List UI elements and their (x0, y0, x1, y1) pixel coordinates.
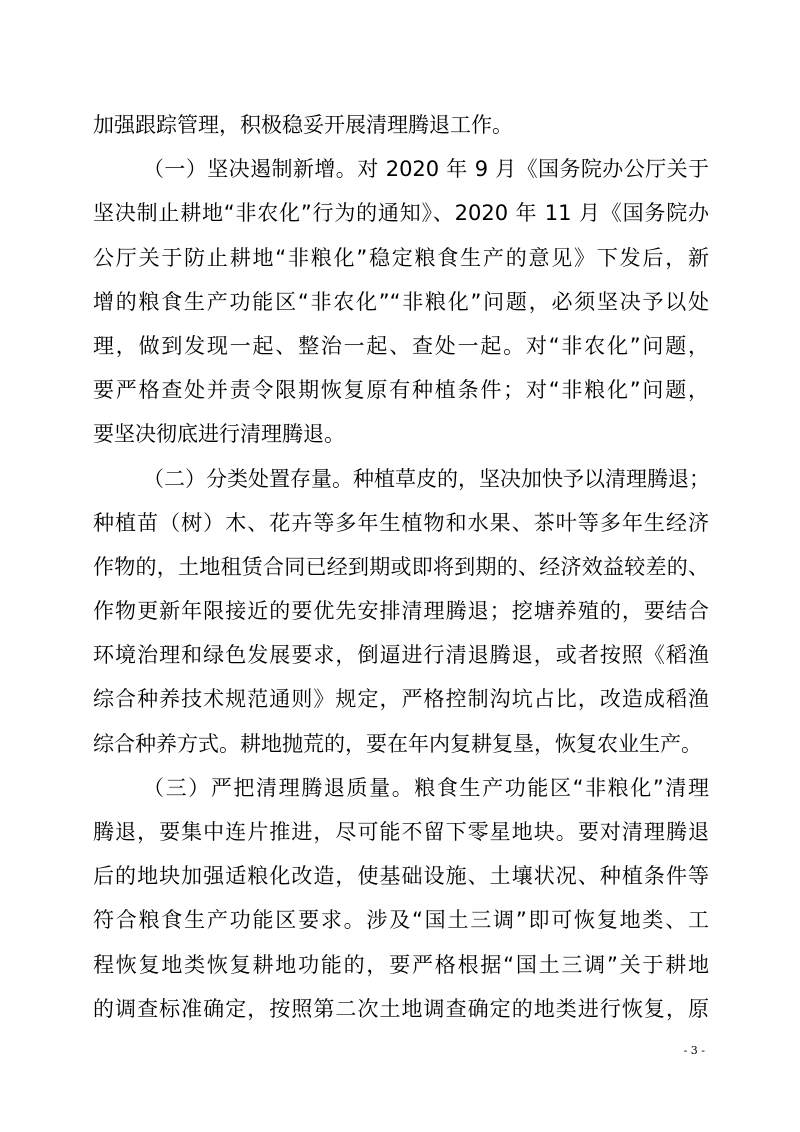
section-2-heading-line: （二）分类处置存量。种植草皮的，坚决加快予以清理腾退； (143, 466, 710, 491)
text-line: 综合种养方式。耕地抛荒的，要在年内复耕复垦，恢复农业生产。 (93, 731, 702, 756)
text-line: 作物的，土地租赁合同已经到期或即将到期的、经济效益较差的、 (93, 554, 709, 579)
text-line: 后的地块加强适粮化改造，使基础设施、土壤状况、种植条件等 (93, 864, 709, 889)
section-1-heading-line: （一）坚决遏制新增。对 2020 年 9 月《国务院办公厅关于 (143, 157, 709, 182)
text-line: 腾退，要集中连片推进，尽可能不留下零星地块。要对清理腾退 (93, 820, 709, 844)
page-number: - 3 - (683, 1044, 705, 1057)
text-line: 作物更新年限接近的要优先安排清理腾退；挖塘养殖的，要结合 (93, 599, 709, 624)
text-line: 种植苗（树）木、花卉等多年生植物和水果、茶叶等多年生经济 (93, 510, 709, 535)
text-line: 公厅关于防止耕地“非粮化”稳定粮食生产的意见》下发后，新 (93, 245, 709, 270)
text-line: 环境治理和绿色发展要求，倒逼进行清退腾退，或者按照《稻渔 (93, 643, 709, 668)
document-body (93, 103, 709, 1031)
text-line: 综合种养技术规范通则》规定，严格控制沟坑占比，改造成稻渔 (93, 687, 709, 712)
text-line: 要严格查处并责令限期恢复原有种植条件；对“非粮化”问题， (93, 378, 709, 403)
text-line: 坚决制止耕地“非农化”行为的通知》、2020 年 11 月《国务院办 (93, 201, 709, 226)
text-line: 要坚决彻底进行清理腾退。 (93, 422, 345, 447)
section-3-heading-line: （三）严把清理腾退质量。粮食生产功能区“非粮化”清理 (143, 775, 709, 800)
text-line: 理，做到发现一起、整治一起、查处一起。对“非农化”问题， (93, 333, 709, 358)
text-line: 程恢复地类恢复耕地功能的，要严格根据“国土三调”关于耕地 (93, 952, 709, 977)
text-line: 符合粮食生产功能区要求。涉及“国土三调”即可恢复地类、工 (93, 908, 709, 933)
text-line: 的调查标准确定，按照第二次土地调查确定的地类进行恢复，原 (93, 996, 709, 1021)
text-line: 加强跟踪管理，积极稳妥开展清理腾退工作。 (93, 113, 513, 137)
text-line: 增的粮食生产功能区“非农化”“非粮化”问题，必须坚决予以处 (93, 289, 709, 314)
